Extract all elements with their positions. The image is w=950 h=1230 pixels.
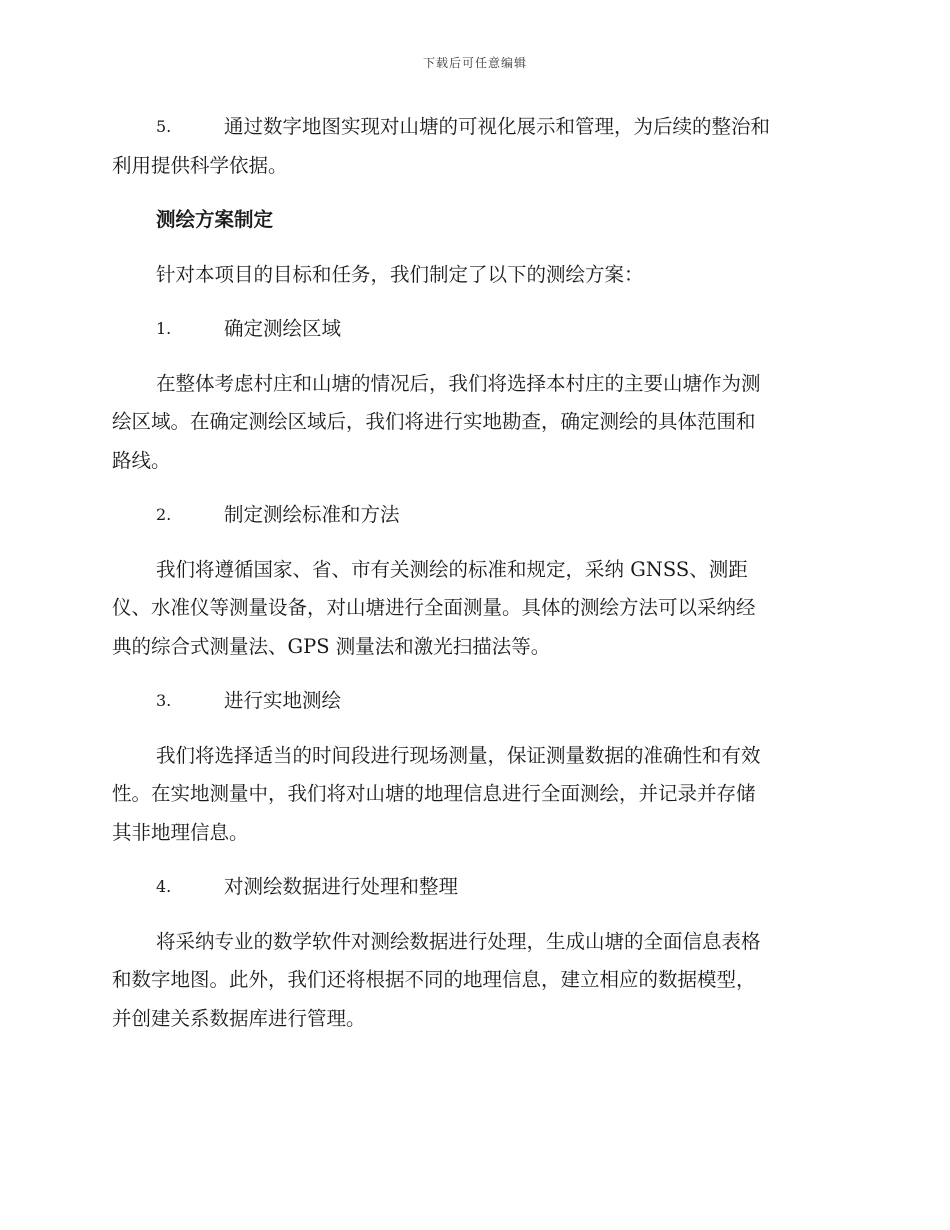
paragraph-line: 将采纳专业的数学软件对测绘数据进行处理，生成山塘的全面信息表格	[156, 929, 761, 953]
list-title: 确定测绘区域	[224, 317, 342, 340]
paragraph-line: 我们将遵循国家、省、市有关测绘的标准和规定，采纳 GNSS、测距	[156, 557, 748, 581]
list-item-2	[112, 496, 830, 535]
document-body	[112, 108, 830, 1038]
list-item-4	[112, 868, 830, 907]
paragraph-line: 和数字地图。此外，我们还将根据不同的地理信息，建立相应的数据模型，	[112, 968, 756, 991]
paragraph-line: 性。在实地测量中，我们将对山塘的地理信息进行全面测绘，并记录并存储	[112, 782, 756, 805]
paragraph-line: 仪、水准仪等测量设备，对山塘进行全面测量。具体的测绘方法可以采纳经	[112, 596, 756, 619]
list-number: 1.	[156, 319, 172, 338]
list-item-1	[112, 310, 830, 349]
paragraph-line: 利用提供科学依据。	[112, 153, 288, 177]
section-heading: 测绘方案制定	[156, 208, 274, 231]
list-number: 3.	[156, 691, 172, 710]
list-title: 进行实地测绘	[224, 689, 342, 712]
list-item-5	[112, 108, 830, 147]
paragraph-line: 其非地理信息。	[112, 820, 249, 844]
list-number: 2.	[156, 505, 172, 524]
list-text: 通过数字地图实现对山塘的可视化展示和管理，为后续的整治和	[224, 115, 771, 138]
list-number: 4.	[156, 877, 172, 896]
list-item-3	[112, 682, 830, 721]
intro-paragraph: 针对本项目的目标和任务，我们制定了以下的测绘方案：	[156, 262, 644, 286]
paragraph-line: 我们将选择适当的时间段进行现场测量，保证测量数据的准确性和有效	[156, 743, 761, 767]
paragraph-line: 典的综合式测量法、GPS 测量法和激光扫描法等。	[112, 634, 551, 658]
paragraph-line: 绘区域。在确定测绘区域后，我们将进行实地勘查，确定测绘的具体范围和	[112, 410, 756, 433]
paragraph-line: 并创建关系数据库进行管理。	[112, 1006, 366, 1030]
page-header: 下载后可任意编辑	[422, 56, 527, 70]
paragraph-line: 在整体考虑村庄和山塘的情况后，我们将选择本村庄的主要山塘作为测	[156, 371, 761, 395]
list-title: 对测绘数据进行处理和整理	[224, 875, 459, 898]
list-title: 制定测绘标准和方法	[224, 503, 400, 526]
paragraph-line: 路线。	[112, 448, 171, 472]
list-number: 5.	[156, 117, 172, 136]
